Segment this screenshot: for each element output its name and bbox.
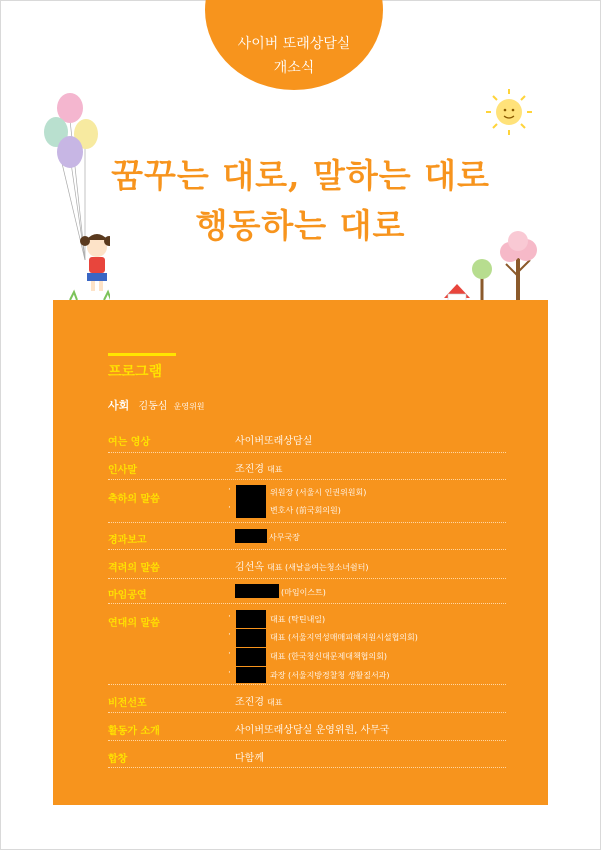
redaction-block <box>236 667 266 683</box>
row-label: 경과보고 <box>108 535 147 546</box>
row-label: 연대의 말씀 <box>108 618 160 629</box>
row-label: 인사말 <box>108 465 137 476</box>
row-value: 다함께 <box>235 753 264 764</box>
program-row <box>108 455 506 480</box>
event-subtitle: 개소식 <box>273 60 315 76</box>
row-label: 마임공연 <box>108 590 147 601</box>
host-role: 운영위원 <box>173 402 205 411</box>
event-title: 사이버 또래상담실 <box>237 36 351 52</box>
row-value: 조진경 대표 <box>235 697 283 708</box>
program-row: 마임공연 (마임이스트) <box>108 581 506 604</box>
sun-icon <box>480 85 538 140</box>
program-row <box>108 429 506 453</box>
row-label: 격려의 말씀 <box>108 563 160 574</box>
program-title: 프로그램 <box>108 364 163 380</box>
program-row: 축하의 말씀 · 위원장 (서울시 인권위원회) · 변호사 (前국회의원) <box>108 482 506 523</box>
program-row <box>108 715 506 741</box>
redaction-block <box>236 629 266 647</box>
redaction-block <box>236 485 266 502</box>
redaction-block <box>235 584 279 598</box>
program-row <box>108 687 506 713</box>
row-value: 김선옥 대표 (새날을여는청소녀쉼터) <box>235 562 369 573</box>
host-name: 김동심 <box>138 401 168 412</box>
row-value: 사이버또래상담실 <box>235 436 313 447</box>
program-row: 경과보고 사무국장 <box>108 525 506 550</box>
row-value: 사이버또래상담실 운영위원, 사무국 <box>235 725 390 736</box>
row-label: 비전선포 <box>108 698 147 709</box>
headline-line2: 행동하는 대로 <box>195 206 406 245</box>
row-label: 합창 <box>108 754 128 765</box>
redaction-block <box>236 501 266 518</box>
redaction-block <box>235 529 267 543</box>
title-underline <box>108 353 176 356</box>
redaction-block <box>236 610 266 628</box>
row-label: 활동가 소개 <box>108 726 160 737</box>
row-label: 축하의 말씀 <box>108 494 160 505</box>
headline-line1: 꿈꾸는 대로, 말하는 대로 <box>111 156 490 195</box>
program-row <box>108 552 506 579</box>
redaction-block <box>236 648 266 666</box>
host-label: 사회 <box>108 399 130 412</box>
program-row: 연대의 말씀 · 대표 (탁틴내일) · 대표 (서울지역성매매피해지원시설협의회) · 대표 (한국청신대문제대책협의회) · 과장 (서울지방경찰청 생활질서과) <box>108 606 506 685</box>
row-label: 여는 영상 <box>108 437 151 448</box>
row-value: 조진경 대표 <box>235 464 283 475</box>
host-info <box>108 397 205 413</box>
program-row <box>108 743 506 768</box>
